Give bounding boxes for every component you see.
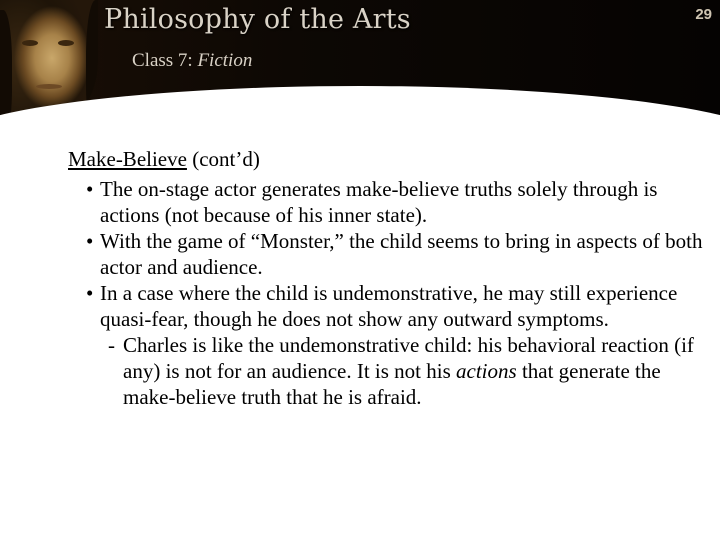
bullet-text: In a case where the child is undemonstrative, he may still experience quasi-fear, though he does not show any outward symptoms. (100, 281, 678, 331)
class-topic: Fiction (197, 50, 253, 71)
bullet-text: With the game of “Monster,” the child seems to bring in aspects of both actor and audience. (100, 229, 703, 279)
bullet-text: The on-stage actor generates make-believe truths solely through is actions (not because of his inner state). (100, 177, 658, 227)
slide-heading (68, 146, 708, 172)
bullet-item (68, 280, 708, 332)
deck-title: Philosophy of the Arts (104, 4, 411, 35)
sub-bullet-emphasis: actions (456, 359, 517, 383)
bullet-dot: • (86, 281, 94, 305)
class-subtitle (132, 50, 252, 72)
bullet-item (68, 176, 708, 228)
bullet-item (68, 228, 708, 280)
bullet-dot: • (86, 177, 94, 201)
sub-bullet-text-2: that generate the make-believe truth that he is afraid. (123, 359, 661, 409)
slide-number: 29 (695, 6, 712, 23)
slide-body (68, 146, 708, 410)
sub-bullet-dash: - (108, 333, 115, 357)
class-prefix: Class 7: (132, 50, 198, 71)
bullet-dot: • (86, 229, 94, 253)
heading-rest: (cont’d) (186, 147, 260, 171)
sub-bullet-item (68, 332, 708, 410)
heading-underlined: Make-Believe (68, 147, 187, 171)
sub-bullet-text-1: Charles is like the undemonstrative child: his behavioral reaction (if any) is not for an audience. It is not his (123, 333, 694, 383)
